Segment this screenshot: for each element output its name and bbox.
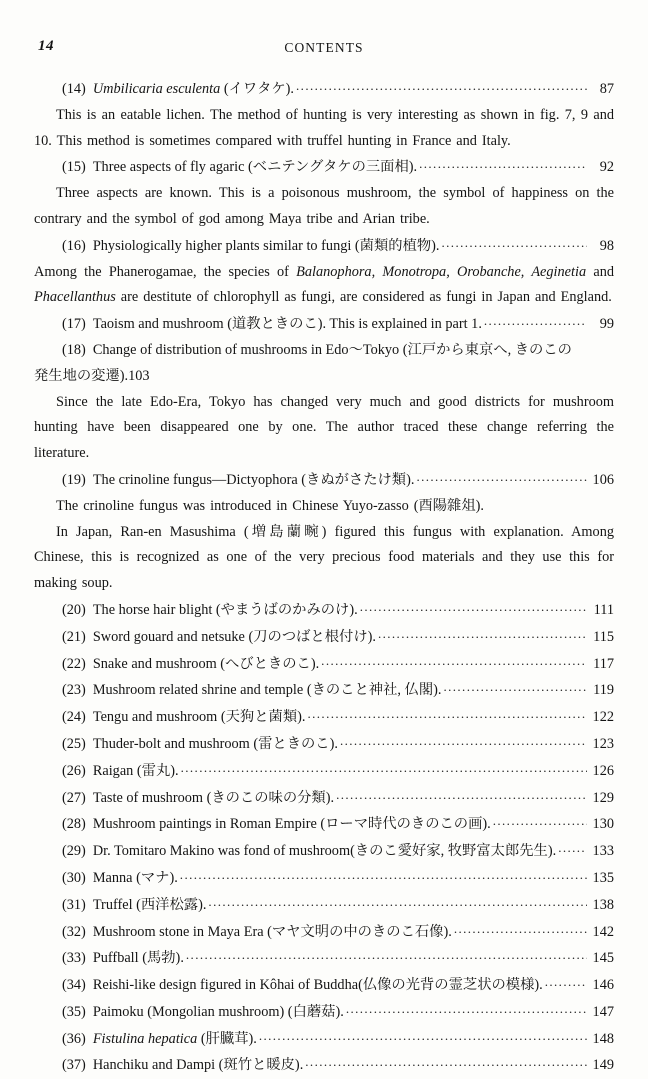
entry-number: (15) (62, 159, 86, 176)
entry-title: Taoism and mushroom (道教ときのこ). This is explained in part 1. (92, 316, 482, 333)
entry-number: (29) (62, 843, 86, 860)
entry-page-number: 117 (593, 655, 614, 672)
entry-number: (25) (62, 735, 86, 752)
entry-title: Three aspects of fly agaric (ベニテングタケの三面相). (92, 159, 418, 176)
dot-leader (296, 73, 587, 99)
entry-number: (31) (62, 896, 86, 913)
dot-leader (558, 835, 587, 861)
desc-part: Among the Phanerogamae, the species of (34, 263, 297, 280)
toc-entry[interactable] (34, 704, 614, 731)
dot-leader (419, 151, 587, 177)
entry-title-latin: Umbilicaria esculenta (92, 81, 221, 97)
entry-number: (28) (62, 816, 86, 833)
entry-number: (36) (62, 1030, 86, 1047)
entry-title (93, 1027, 257, 1053)
dot-leader (378, 621, 587, 647)
dot-leader (442, 230, 588, 256)
toc-entry[interactable] (34, 758, 614, 785)
dot-leader (416, 464, 587, 490)
dot-leader (180, 862, 587, 888)
dot-leader (336, 782, 587, 808)
dot-leader (181, 755, 587, 781)
entry-title (93, 77, 294, 103)
entry-number: (33) (62, 950, 86, 967)
dot-leader (346, 996, 587, 1022)
dot-leader (321, 648, 587, 674)
entry-title: Hanchiku and Dampi (斑竹と暖皮). (92, 1057, 304, 1074)
entry-page-number: 148 (592, 1030, 614, 1047)
entry-page-number: 115 (593, 628, 614, 645)
toc-entry[interactable] (34, 1026, 614, 1053)
entry-page-number: 103 (128, 367, 150, 384)
entry-number: (34) (62, 977, 86, 994)
dot-leader (443, 674, 587, 700)
toc-entry[interactable] (34, 731, 614, 758)
entry-title: Mushroom related shrine and temple (きのこと神社, 仏閣). (92, 682, 442, 699)
entry-title: Change of distribution of mushrooms in Edo〜Tokyo (江戸から東京へ, きのこの (92, 341, 572, 358)
entry-description: This is an eatable lichen. The method of hunting is very interesting as shown in fig. 7, 9 and 10. This method is sometimes compared with truffel hunting in France and Italy. (34, 106, 614, 149)
toc-entry[interactable] (34, 233, 614, 260)
desc-part: are destitute of chlorophyll as fungi, are considered as fungi in Japan and England. (115, 289, 612, 306)
entry-title: Manna (マナ). (92, 869, 178, 886)
entry-title: Sword gouard and netsuke (刀のつばと根付け). (92, 628, 376, 645)
entry-page-number: 106 (592, 471, 614, 488)
entry-description: Three aspects are known. This is a poisonous mushroom, the symbol of happiness on the contrary and the symbol of god among Maya tribe and Arian tribe. (34, 185, 614, 227)
entry-number: (20) (62, 601, 86, 618)
entry-page-number: 126 (592, 762, 614, 779)
entry-title-rest: (肝臓茸). (197, 1030, 257, 1047)
toc-entry[interactable] (34, 311, 614, 338)
dot-leader (493, 808, 587, 834)
toc-entry[interactable] (34, 1052, 614, 1079)
dot-leader (454, 916, 587, 942)
entry-title-latin: Fistulina hepatica (92, 1030, 198, 1047)
entry-page-number: 130 (592, 816, 614, 833)
desc-latin-name: Phacellanthus (34, 289, 116, 306)
entry-title: Physiologically higher plants similar to fungi (菌類的植物). (92, 237, 440, 254)
entry-number: (23) (62, 682, 86, 699)
toc-entry[interactable] (34, 785, 614, 812)
entry-page-number: 92 (599, 159, 614, 176)
entry-title: Raigan (雷丸). (92, 762, 179, 779)
dot-leader (484, 308, 587, 334)
toc-entry[interactable] (34, 999, 614, 1026)
toc-entry[interactable] (34, 892, 614, 919)
entry-first-line (34, 338, 614, 364)
entry-page-number: 119 (593, 682, 614, 699)
toc-entry[interactable] (34, 677, 614, 704)
toc-entry[interactable] (34, 838, 614, 865)
entry-number: (27) (62, 789, 86, 806)
toc-entry[interactable] (34, 154, 614, 181)
toc-entry[interactable] (34, 338, 614, 390)
entry-page-number: 149 (592, 1057, 614, 1074)
entry-title: Truffel (西洋松露). (92, 896, 207, 913)
toc-entry[interactable] (34, 865, 614, 892)
entry-page-number: 147 (592, 1003, 614, 1020)
entry-page-number: 99 (599, 316, 614, 333)
toc-entry[interactable] (34, 811, 614, 838)
entry-title: The horse hair blight (やまうばのかみのけ). (92, 601, 358, 618)
dot-leader (208, 889, 587, 915)
running-head: CONTENTS (284, 40, 364, 55)
desc-latin-names: Balanophora, Monotropa, Orobanche, Aeginetia (296, 263, 587, 280)
entry-number: (18) (62, 341, 86, 358)
entry-number: (17) (62, 316, 86, 333)
entry-page-number: 142 (592, 923, 614, 940)
dot-leader (186, 942, 587, 968)
entry-number: (24) (62, 709, 86, 726)
entry-title: Mushroom stone in Maya Era (マヤ文明の中のきのこ石像). (92, 923, 452, 940)
entry-number: (19) (62, 471, 86, 488)
entry-number: (30) (62, 869, 86, 886)
entry-number: (14) (62, 81, 86, 97)
entry-page-number: 98 (599, 237, 614, 254)
entry-description: The crinoline fungus was introduced in Chinese Yuyo-zasso (酉陽雜俎). (56, 497, 484, 514)
entry-title-rest: (イワタケ). (220, 81, 295, 97)
entry-page-number: 111 (593, 601, 614, 618)
entry-page-number: 146 (592, 977, 614, 994)
dot-leader (305, 1049, 587, 1075)
entry-number: (26) (62, 762, 86, 779)
entry-title-continued: 発生地の変遷). (34, 367, 129, 384)
entry-description: Since the late Edo-Era, Tokyo has changed very much and good districts for mushroom hunting have been disappeared one by one. The author traced these change referring the literature. (34, 393, 614, 462)
entry-number: (16) (62, 237, 86, 254)
dot-leader (307, 701, 587, 727)
dot-leader (360, 594, 587, 620)
toc-body (34, 76, 614, 1079)
dot-leader (545, 969, 587, 995)
toc-entry[interactable] (34, 972, 614, 999)
toc-entry[interactable] (34, 624, 614, 651)
entry-number: (37) (62, 1057, 86, 1074)
entry-title: Reishi-like design figured in Kôhai of Buddha(仏像の光背の霊芝状の模様). (92, 977, 543, 994)
entry-title: Paimoku (Mongolian mushroom) (白蘑菇). (92, 1003, 344, 1020)
entry-page-number: 129 (592, 789, 614, 806)
entry-title: Puffball (馬勃). (92, 950, 184, 967)
entry-title: Tengu and mushroom (天狗と菌類). (92, 709, 306, 726)
entry-number: (21) (62, 628, 86, 645)
entry-page-number: 87 (599, 81, 614, 97)
entry-page-number: 133 (592, 843, 614, 860)
entry-page-number: 145 (592, 950, 614, 967)
desc-part: and (586, 263, 614, 280)
entry-title: Snake and mushroom (へびときのこ). (92, 655, 320, 672)
entry-description: In Japan, Ran-en Masushima (増島蘭畹) figured this fungus with explanation. Among Chinese, this is recognized as one of the very precious food materials and they use this for making soup. (34, 523, 614, 592)
toc-entry[interactable] (34, 467, 614, 494)
folio-page-number: 14 (38, 38, 54, 54)
entry-title: The crinoline fungus—Dictyophora (きぬがさたけ類). (92, 471, 415, 488)
toc-entry[interactable] (34, 919, 614, 946)
toc-entry[interactable] (34, 651, 614, 678)
page-header (34, 38, 614, 60)
entry-description (34, 260, 614, 312)
entry-page-number: 123 (592, 735, 614, 752)
entry-title: Thuder-bolt and mushroom (雷ときのこ). (92, 735, 338, 752)
dot-leader (259, 1023, 587, 1049)
entry-title: Taste of mushroom (きのこの味の分類). (92, 789, 335, 806)
dot-leader (340, 728, 587, 754)
toc-entry[interactable] (34, 597, 614, 624)
entry-title: Mushroom paintings in Roman Empire (ローマ時代のきのこの画). (92, 816, 491, 833)
entry-page-number: 138 (592, 896, 614, 913)
toc-entry[interactable] (34, 76, 614, 103)
entry-title: Dr. Tomitaro Makino was fond of mushroom(きのこ愛好家, 牧野富太郎先生). (92, 843, 557, 860)
entry-number: (32) (62, 923, 86, 940)
entry-number: (22) (62, 655, 86, 672)
entry-number: (35) (62, 1003, 86, 1020)
entry-continuation-line (34, 364, 614, 390)
entry-page-number: 135 (592, 869, 614, 886)
entry-page-number: 122 (592, 709, 614, 726)
